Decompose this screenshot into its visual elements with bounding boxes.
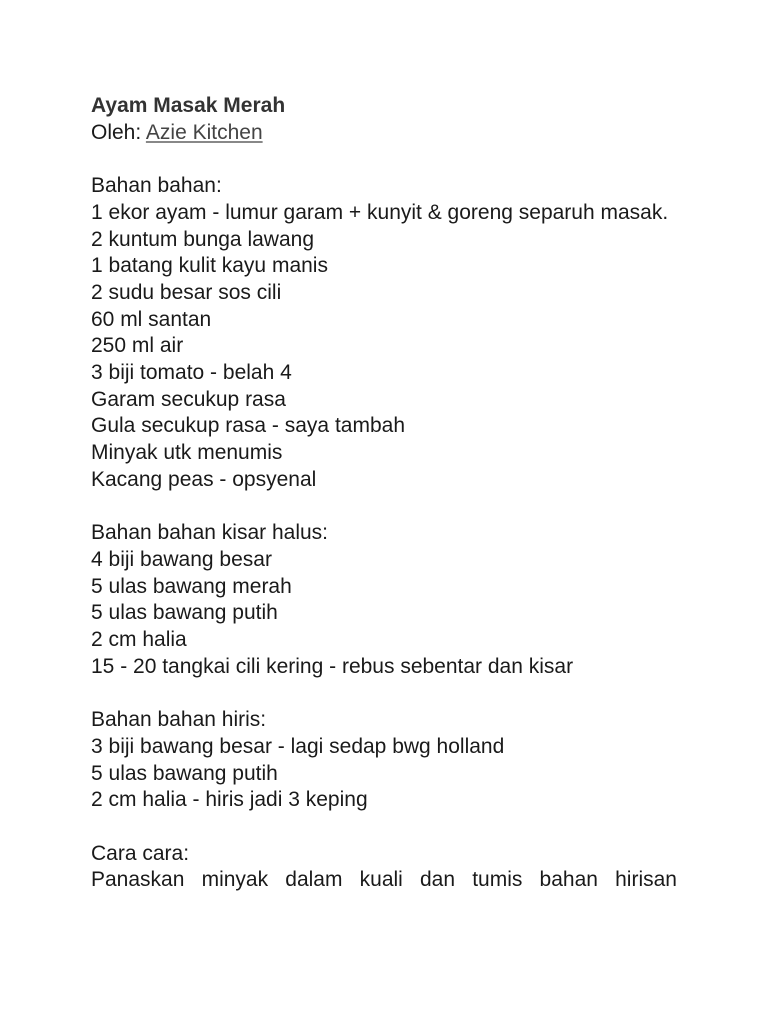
ingredient-item: Kacang peas - opsyenal <box>91 467 317 491</box>
sliced-item: 5 ulas bawang putih <box>91 761 278 785</box>
blended-item: 2 cm halia <box>91 628 187 652</box>
spacer <box>91 814 677 841</box>
ingredient-item: 2 sudu besar sos cili <box>91 280 282 304</box>
ingredient-item: 1 batang kulit kayu manis <box>91 254 328 278</box>
author-link[interactable]: Azie Kitchen <box>145 120 263 144</box>
sliced-item: 3 biji bawang besar - lagi sedap bwg holland <box>91 734 505 758</box>
recipe-document <box>91 93 677 894</box>
spacer <box>91 494 677 521</box>
ingredients-heading: Bahan bahan: <box>91 174 222 198</box>
blended-item: 4 biji bawang besar <box>91 547 272 571</box>
ingredient-item: Garam secukup rasa <box>91 387 286 411</box>
byline <box>91 120 677 147</box>
method-step: Panaskan minyak dalam kuali dan tumis bahan hirisan <box>91 868 677 892</box>
spacer <box>91 680 677 707</box>
ingredient-item: 60 ml santan <box>91 307 212 331</box>
method-heading: Cara cara: <box>91 841 190 865</box>
recipe-title: Ayam Masak Merah <box>91 94 286 117</box>
blended-item: 5 ulas bawang merah <box>91 574 292 598</box>
byline-label: Oleh: <box>91 120 142 144</box>
ingredient-item: 1 ekor ayam - lumur garam + kunyit & goreng separuh masak. <box>91 200 669 224</box>
ingredient-item: Gula secukup rasa - saya tambah <box>91 414 405 438</box>
blended-heading: Bahan bahan kisar halus: <box>91 521 328 545</box>
sliced-heading: Bahan bahan hiris: <box>91 708 267 732</box>
blended-item: 5 ulas bawang putih <box>91 601 278 625</box>
ingredient-item: Minyak utk menumis <box>91 441 283 465</box>
spacer <box>91 146 677 173</box>
blended-item: 15 - 20 tangkai cili kering - rebus sebentar dan kisar <box>91 654 574 678</box>
ingredient-item: 3 biji tomato - belah 4 <box>91 361 292 385</box>
ingredient-item: 250 ml air <box>91 334 184 358</box>
sliced-item: 2 cm halia - hiris jadi 3 keping <box>91 788 368 812</box>
ingredient-item: 2 kuntum bunga lawang <box>91 227 314 251</box>
